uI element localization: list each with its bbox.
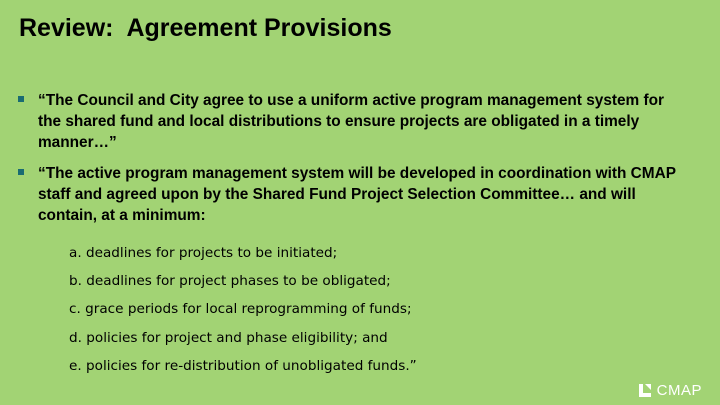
- square-bullet-icon: [18, 169, 24, 175]
- sub-list-item: e. policies for re-distribution of unobligated funds.”: [69, 357, 417, 374]
- bullet-text: “The active program management system will be developed in coordination with CMAP staff and agreed upon by the Shared Fund Project Selection Committee… and will contain, at a minimum:: [38, 165, 676, 224]
- bullet-item: [18, 90, 688, 153]
- square-bullet-icon: [18, 96, 24, 102]
- bullet-item: [18, 163, 688, 226]
- sub-list-item: d. policies for project and phase eligibility; and: [69, 329, 388, 346]
- cmap-logo: [639, 382, 702, 399]
- sub-list-item: c. grace periods for local reprogramming of funds;: [69, 301, 412, 318]
- sub-list: [69, 239, 417, 380]
- sub-list-item: a. deadlines for projects to be initiated;: [69, 245, 338, 261]
- logo-text: CMAP: [656, 382, 702, 399]
- bullet-text: “The Council and City agree to use a uniform active program management system for the shared fund and local distributions to ensure projects are obligated in a timely manner…”: [38, 92, 665, 151]
- sub-list-item: b. deadlines for project phases to be obligated;: [69, 273, 391, 290]
- slide-title: Review: Agreement Provisions: [19, 14, 392, 42]
- cmap-logo-icon: [639, 384, 651, 397]
